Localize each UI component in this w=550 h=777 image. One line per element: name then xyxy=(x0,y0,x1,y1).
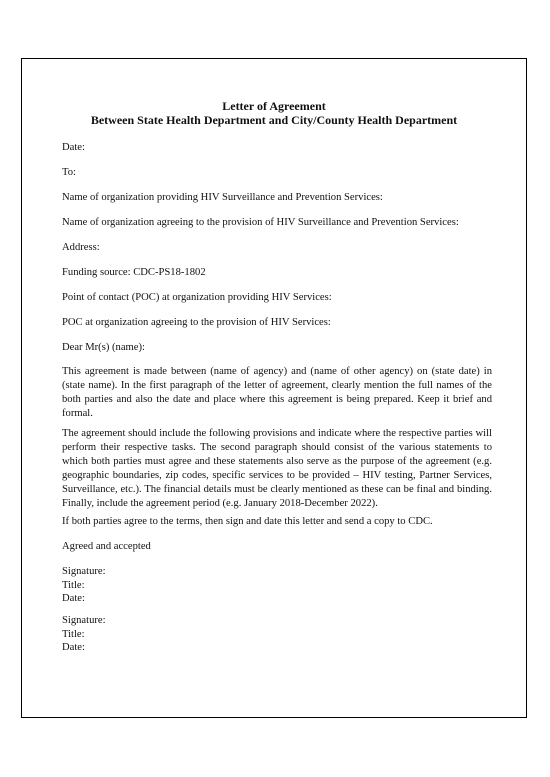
salutation: Dear Mr(s) (name): xyxy=(62,342,145,353)
address-field: Address: xyxy=(62,242,100,253)
signature-label: Signature: xyxy=(62,615,106,626)
funding-source-field: Funding source: CDC-PS18-1802 xyxy=(62,267,206,278)
org-agreeing-field: Name of organization agreeing to the provision of HIV Surveillance and Prevention Services: xyxy=(62,217,459,228)
signature-block-1 xyxy=(62,565,106,606)
paragraph-closing-instructions: If both parties agree to the terms, then sign and date this letter and send a copy to CDC. xyxy=(62,516,433,527)
to-field: To: xyxy=(62,167,76,178)
signature-block-2 xyxy=(62,614,106,655)
paragraph-intro: This agreement is made between (name of agency) and (name of other agency) on (state date) in (state name). In the first paragraph of the letter of agreement, clearly mention the full names of the both parties and also the date and place where this agreement is being prepared. Keep it brief and formal. xyxy=(62,366,492,419)
title-line-1: Letter of Agreement xyxy=(222,99,326,113)
poc-providing-field: Point of contact (POC) at organization providing HIV Services: xyxy=(62,292,332,303)
agreed-and-accepted: Agreed and accepted xyxy=(62,541,151,552)
org-providing-field: Name of organization providing HIV Surveillance and Prevention Services: xyxy=(62,192,383,203)
title-label: Title: xyxy=(62,579,85,591)
signature-label: Signature: xyxy=(62,566,106,577)
document-title xyxy=(21,99,527,127)
poc-agreeing-field: POC at organization agreeing to the provision of HIV Services: xyxy=(62,317,331,328)
date-label: Date: xyxy=(62,642,85,653)
paragraph-provisions: The agreement should include the following provisions and indicate where the respective parties will perform their respective tasks. The second paragraph should consist of the various statements to which both parties must agree and these statements also serve as the purpose of the agreement (e.g. geographic boundaries, zip codes, specific services to be provided – HIV testing, Partner Services, Surveillance, etc.). The financial details must be clearly mentioned as these can be final and binding. Finally, include the agreement period (e.g. January 2018-December 2022). xyxy=(62,428,492,509)
date-label: Date: xyxy=(62,593,85,604)
title-label: Title: xyxy=(62,628,85,640)
date-field: Date: xyxy=(62,142,85,153)
title-line-2: Between State Health Department and City/County Health Department xyxy=(90,113,458,127)
